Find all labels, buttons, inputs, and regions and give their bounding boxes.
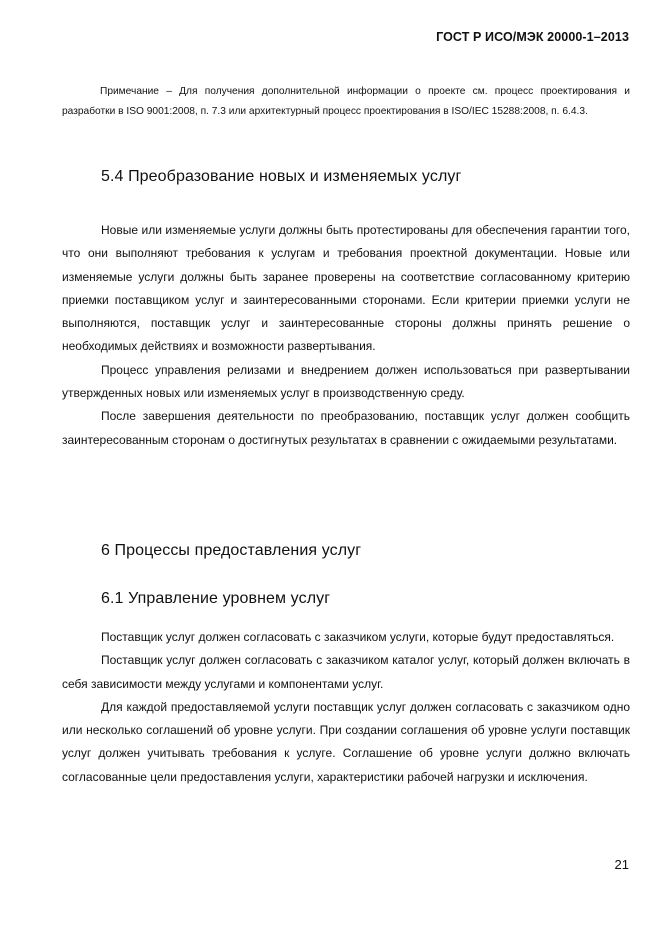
section-6-heading: 6 Процессы предоставления услуг bbox=[101, 542, 362, 559]
section-6-1-heading: 6.1 Управление уровнем услуг bbox=[101, 590, 331, 607]
paragraph: Поставщик услуг должен согласовать с заказчиком услуги, которые будут предоставляться. bbox=[101, 630, 615, 644]
standard-header: ГОСТ Р ИСО/МЭК 20000-1–2013 bbox=[436, 30, 629, 44]
paragraph: Для каждой предоставляемой услуги поставщик услуг должен согласовать с заказчиком одно или несколько соглашений об уровне услуги. При создании соглашения об уровне услуги поставщик услуг должен учитывать требования к услуге. Соглашение об уровне услуги должно включать согласованные цели предоставления услуги, характеристики рабочей нагрузки и исключения. bbox=[62, 699, 630, 784]
paragraph: Процесс управления релизами и внедрением должен использоваться при развертывании утвержденных новых или изменяемых услуг в производственную среду. bbox=[62, 362, 630, 401]
note-text: Примечание – Для получения дополнительной информации о проекте см. процесс проектирования и разработки в ISO 9001:2008, п. 7.3 или архитектурный процесс проектирования в ISO/IEC 15288:2008, п. 6.4.3. bbox=[62, 86, 630, 117]
note-block bbox=[62, 82, 630, 122]
section-6-1-body bbox=[62, 626, 630, 789]
page-number: 21 bbox=[614, 857, 629, 872]
section-5-4-body bbox=[62, 219, 630, 452]
section-5-4-heading: 5.4 Преобразование новых и изменяемых услуг bbox=[101, 168, 462, 185]
paragraph: Поставщик услуг должен согласовать с заказчиком каталог услуг, который должен включать в себя зависимости между услугами и компонентами услуг. bbox=[62, 653, 630, 691]
paragraph: После завершения деятельности по преобразованию, поставщик услуг должен сообщить заинтересованным сторонам о достигнутых результатах в сравнении с ожидаемыми результатами. bbox=[62, 409, 630, 447]
paragraph: Новые или изменяемые услуги должны быть протестированы для обеспечения гарантии того, что они выполняют требования к услугам и требования проектной документации. Новые или изменяемые услуги должны быть заранее проверены на соответствие согласованному критерию приемки поставщиком услуг и заинтересованными сторонами. Если критерии приемки услуги не выполняются, поставщик услуг и заинтересованные стороны должны принять решение о необходимых действиях и возможности развертывания. bbox=[62, 223, 630, 354]
